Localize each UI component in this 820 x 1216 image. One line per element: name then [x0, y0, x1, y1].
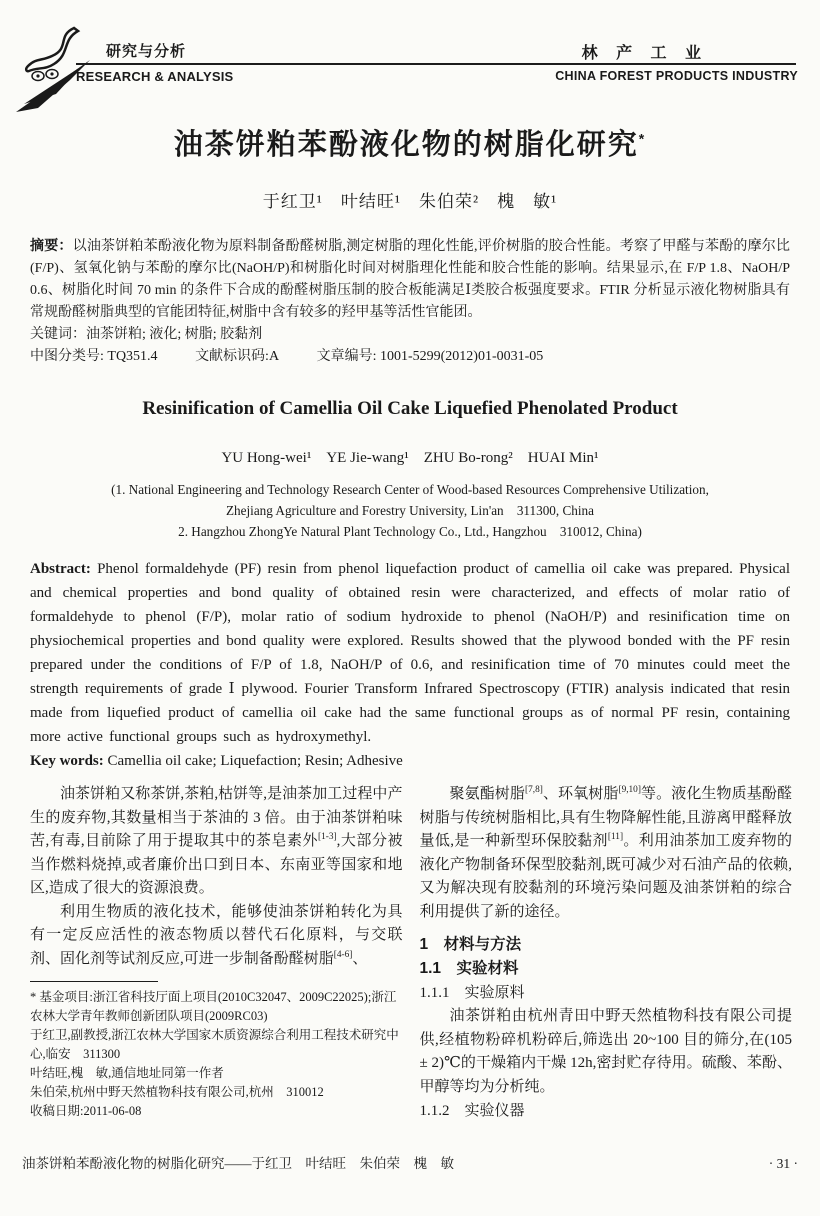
abstract-cn-label: 摘要： — [30, 237, 73, 253]
section-heading-1-1-1: 1.1.1 实验原料 — [419, 985, 525, 1001]
footnote-received-date: 收稿日期:2011-06-08 — [30, 1104, 142, 1118]
footnote-rule — [30, 981, 158, 982]
footnote-block — [30, 981, 403, 1121]
article-title-en: Resinification of Camellia Oil Cake Liquefied Phenolated Product — [142, 398, 678, 419]
keywords-cn — [30, 324, 790, 346]
page-footer — [22, 1152, 798, 1172]
section-heading-1-1-2: 1.1.2 实验仪器 — [419, 1103, 525, 1119]
intro-paragraph-2: 利用生物质的液化技术，能够使油茶饼粕转化为具有一定反应活性的液态物质以替代石化原料，与交联剂、固化剂等试剂反应,可进一步制备酚醛树脂[4-6]、 — [30, 903, 403, 967]
materials-paragraph: 油茶饼粕由杭州青田中野天然植物科技有限公司提供,经植物粉碎机粉碎后,筛选出 20~100 目的筛分,在(105 ± 2)℃的干燥箱内干燥 12h,密封贮存待用。硫酸、苯酚、甲醇等均为分析纯。 — [419, 1008, 792, 1095]
journal-name-en: CHINA FOREST PRODUCTS INDUSTRY — [555, 69, 798, 83]
keywords-cn-label: 关键词： — [30, 327, 86, 342]
keywords-en — [30, 749, 790, 773]
intro-paragraph-1: 油茶饼粕又称茶饼,茶粕,枯饼等,是油茶加工过程中产生的废弃物,其数量相当于茶油的 3 倍。由于油茶饼粕味苦,有毒,目前除了用于提取其中的茶皂素外[1-3],大部分被当作燃料烧掉,或者廉价出口到日本、东南亚等国家和地区,造成了很大的资源浪费。 — [30, 786, 403, 896]
footnote-author-1: 于红卫,副教授,浙江农林大学国家木质资源综合利用工程技术研究中心,临安 311300 — [30, 1028, 399, 1061]
title-footnote-mark: * — [638, 130, 647, 147]
abstract-en — [30, 557, 790, 749]
affiliation — [0, 479, 820, 542]
journal-masthead — [0, 0, 820, 118]
article-title-cn-text: 油茶饼粕苯酚液化物的树脂化研究 — [173, 129, 639, 161]
authors-cn: 于红卫¹ 叶结旺¹ 朱伯荣² 槐 敏¹ — [262, 192, 558, 211]
section-materials-methods — [420, 933, 793, 1123]
body-columns — [30, 783, 792, 1123]
keywords-en-text: Camellia oil cake; Liquefaction; Resin; Adhesive — [107, 753, 403, 769]
document-code: 文献标识码:A — [195, 349, 280, 364]
authors-en: YU Hong-wei¹ YE Jie-wang¹ ZHU Bo-rong² HUAI Min¹ — [221, 450, 599, 466]
keywords-en-label: Key words: — [30, 753, 104, 769]
abstract-en-label: Abstract: — [30, 561, 91, 577]
keywords-cn-text: 油茶饼粕; 液化; 树脂; 胶黏剂 — [86, 327, 263, 342]
section-heading-1: 1 材料与方法 — [419, 936, 522, 953]
article-id: 文章编号: 1001-5299(2012)01-0031-05 — [316, 349, 544, 364]
journal-name-cn: 林 产 工 业 — [581, 45, 708, 62]
column-title-cn: 研究与分析 — [106, 43, 187, 60]
footnote-author-2: 叶结旺,槐 敏,通信地址同第一作者 — [30, 1066, 224, 1080]
abstract-en-text: Phenol formaldehyde (PF) resin from phenol liquefaction product of camellia oil cake was prepared. Physical and chemical properties and bond quality of obtained resin were characterized, and effects of molar ratio of formaldehyde to phenol (F/P), molar ratio of sodium hydroxide to phenol (NaOH/P) and resinification time on physiochemical properties and bond quality were explored. Results showed that the plywood bonded with the PF resin prepared under the conditions of F/P of 1.8, NaOH/P of 0.6, and resinification time of 70 minutes could meet the strength requirements of grade Ⅰ plywood. Fourier Transform Infrared Spectroscopy (FTIR) analysis indicated that resin made from liquefied product of camellia oil cake had the same functional groups as of normal PF resin, containing more active functional groups such as hydroxymethyl. — [30, 561, 790, 745]
intro-paragraph-3: 聚氨酯树脂[7,8]、环氧树脂[9,10]等。液化生物质基酚醛树脂与传统树脂相比,具有生物降解性能,且游离甲醛释放量低,是一种新型环保胶黏剂[11]。利用油茶加工废弃物的液化产物制备环保型胶黏剂,既可减少对石油产品的依赖,又为解决现有胶黏剂的环境污染问题及油茶饼粕的综合利用提供了新的途径。 — [419, 785, 792, 920]
footnote-funding: * 基金项目:浙江省科技厅面上项目(2010C32047、2009C22025);浙江农林大学青年教师创新团队项目(2009RC03) — [30, 990, 397, 1023]
clc-line — [30, 346, 790, 368]
footnote-author-3: 朱伯荣,杭州中野天然植物科技有限公司,杭州 310012 — [30, 1085, 324, 1099]
column-title-en: RESEARCH & ANALYSIS — [76, 69, 234, 84]
section-heading-1-1: 1.1 实验材料 — [419, 960, 519, 977]
affiliation-line-2: Zhejiang Agriculture and Forestry University, Lin'an 311300, China — [225, 503, 594, 518]
running-title: 油茶饼粕苯酚液化物的树脂化研究——于红卫 叶结旺 朱伯荣 槐 敏 — [22, 1156, 454, 1171]
abstract-cn-text: 以油茶饼粕苯酚液化物为原料制备酚醛树脂,测定树脂的理化性能,评价树脂的胶合性能。考察了甲醛与苯酚的摩尔比(F/P)、氢氧化钠与苯酚的摩尔比(NaOH/P)和树脂化时间对树脂理化性能和胶合性能的影响。结果显示,在 F/P 1.8、NaOH/P 0.6、树脂化时间 70 min 的条件下合成的酚醛树脂压制的胶合板能满足Ⅰ类胶合板强度要求。FTIR 分析显示液化物树脂具有常规酚醛树脂典型的官能团特征,树脂中含有较多的羟甲基等活性官能团。 — [30, 239, 791, 320]
abstract-cn — [30, 234, 790, 324]
page-number: · 31 · — [768, 1156, 798, 1171]
masthead-rule — [76, 63, 796, 65]
clc-number: 中图分类号: TQ351.4 — [30, 349, 158, 364]
right-column — [420, 783, 793, 1123]
affiliation-line-1: (1. National Engineering and Technology Research Center of Wood-based Resources Comprehensive Utilization, — [111, 482, 709, 497]
article-title-cn — [30, 122, 790, 163]
left-column — [30, 783, 403, 1123]
affiliation-line-3: 2. Hangzhou ZhongYe Natural Plant Technology Co., Ltd., Hangzhou 310012, China) — [178, 524, 642, 539]
